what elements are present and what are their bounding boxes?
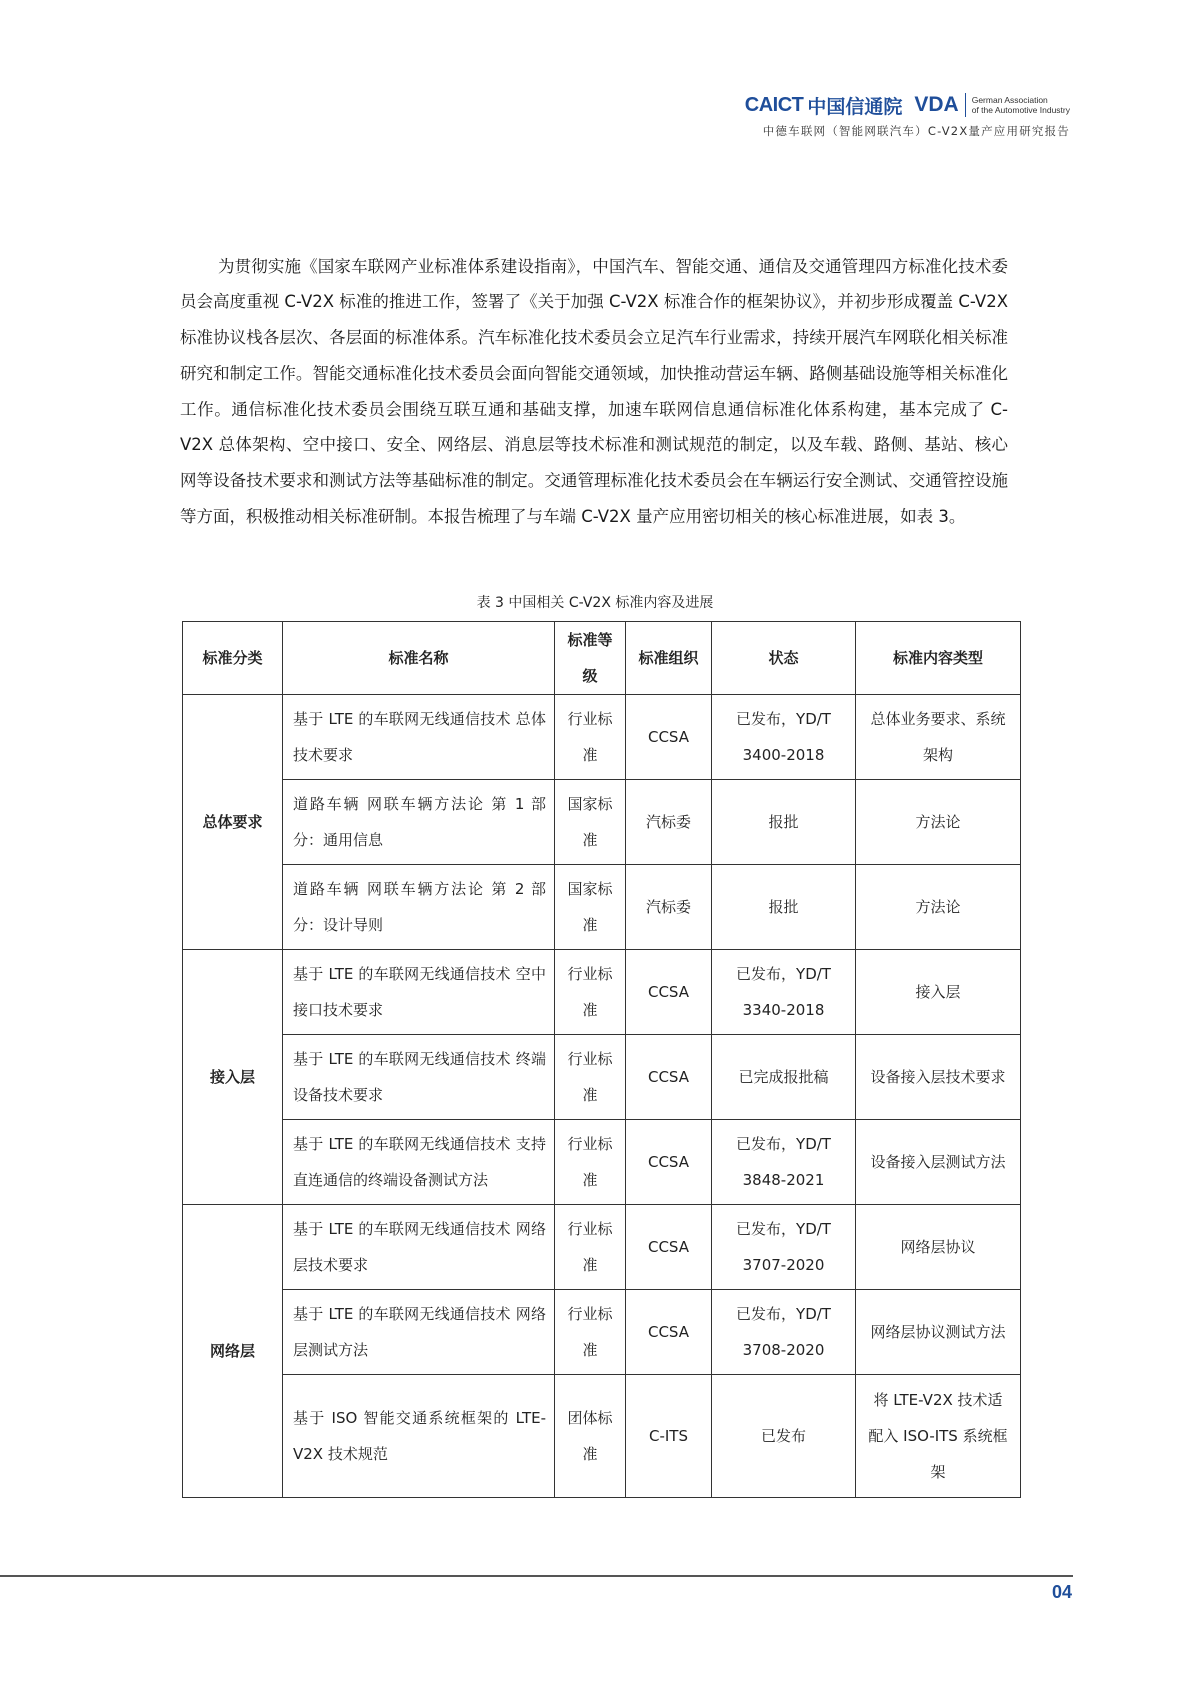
table-header-row	[183, 622, 1021, 695]
level-cell: 行业标准	[555, 1035, 626, 1120]
table-caption: 表 3 中国相关 C-V2X 标准内容及进展	[476, 595, 714, 611]
content-type-cell: 设备接入层测试方法	[856, 1120, 1021, 1205]
vda-line-2: of the Automotive Industry	[971, 105, 1070, 115]
status-cell: 报批	[712, 865, 856, 950]
name-cell: 道路车辆 网联车辆方法论 第 1 部分：通用信息	[283, 780, 555, 865]
name-cell: 基于 LTE 的车联网无线通信技术 支持直连通信的终端设备测试方法	[283, 1120, 555, 1205]
org-cell: CCSA	[626, 950, 712, 1035]
table-row	[183, 1120, 1021, 1205]
table-row	[183, 695, 1021, 780]
name-cell: 基于 LTE 的车联网无线通信技术 空中接口技术要求	[283, 950, 555, 1035]
status-cell: 报批	[712, 780, 856, 865]
page-header	[650, 92, 1070, 142]
vda-description	[972, 95, 1070, 115]
status-cell: 已发布，YD/T 3340-2018	[712, 950, 856, 1035]
status-cell: 已完成报批稿	[712, 1035, 856, 1120]
header-status: 状态	[712, 622, 856, 695]
category-cell: 总体要求	[183, 695, 283, 950]
level-cell: 团体标准	[555, 1375, 626, 1498]
table-row	[183, 1290, 1021, 1375]
content-type-cell: 接入层	[856, 950, 1021, 1035]
content-type-cell: 设备接入层技术要求	[856, 1035, 1021, 1120]
category-cell: 接入层	[183, 950, 283, 1205]
content-type-cell: 方法论	[856, 780, 1021, 865]
status-cell: 已发布	[712, 1375, 856, 1498]
name-cell: 基于 LTE 的车联网无线通信技术 总体技术要求	[283, 695, 555, 780]
page-number: 04	[1051, 1582, 1072, 1602]
name-cell: 基于 ISO 智能交通系统框架的 LTE-V2X 技术规范	[283, 1375, 555, 1498]
org-cell: 汽标委	[626, 780, 712, 865]
org-cell: C-ITS	[626, 1375, 712, 1498]
caict-logo-cn: 中国信通院	[807, 95, 903, 118]
level-cell: 国家标准	[555, 865, 626, 950]
org-cell: CCSA	[626, 1120, 712, 1205]
name-cell: 基于 LTE 的车联网无线通信技术 网络层测试方法	[283, 1290, 555, 1375]
table-row	[183, 1035, 1021, 1120]
status-cell: 已发布，YD/T 3848-2021	[712, 1120, 856, 1205]
level-cell: 行业标准	[555, 1205, 626, 1290]
name-cell: 基于 LTE 的车联网无线通信技术 网络层技术要求	[283, 1205, 555, 1290]
content-type-cell: 将 LTE-V2X 技术适配入 ISO-ITS 系统框架	[856, 1375, 1021, 1498]
name-cell: 基于 LTE 的车联网无线通信技术 终端设备技术要求	[283, 1035, 555, 1120]
content-type-cell: 方法论	[856, 865, 1021, 950]
content-type-cell: 网络层协议	[856, 1205, 1021, 1290]
category-cell: 网络层	[183, 1205, 283, 1498]
org-cell: CCSA	[626, 1035, 712, 1120]
name-cell: 道路车辆 网联车辆方法论 第 2 部分：设计导则	[283, 865, 555, 950]
org-cell: CCSA	[626, 1205, 712, 1290]
header-level: 标准等级	[555, 622, 626, 695]
logo-divider	[965, 93, 966, 117]
caict-logo: CAICT	[744, 93, 804, 116]
org-cell: CCSA	[626, 695, 712, 780]
header-category: 标准分类	[183, 622, 283, 695]
vda-line-1: German Association	[971, 95, 1048, 105]
org-cell: CCSA	[626, 1290, 712, 1375]
table-row	[183, 1375, 1021, 1498]
content-type-cell: 总体业务要求、系统架构	[856, 695, 1021, 780]
table-row	[183, 780, 1021, 865]
vda-logo: VDA	[914, 93, 959, 116]
body-paragraph: 为贯彻实施《国家车联网产业标准体系建设指南》，中国汽车、智能交通、通信及交通管理四方标准化技术委员会高度重视 C-V2X 标准的推进工作，签署了《关于加强 C-V2X 标准合作的框架协议》，并初步形成覆盖 C-V2X 标准协议栈各层次、各层面的标准体系。汽车标准化技术委员会立足汽车行业需求，持续开展汽车网联化相关标准研究和制定工作。智能交通标准化技术委员会面向智能交通领域，加快推动营运车辆、路侧基础设施等相关标准化工作。通信标准化技术委员会围绕互联互通和基础支撑，加速车联网信息通信标准化体系构建，基本完成了 C-V2X 总体架构、空中接口、安全、网络层、消息层等技术标准和测试规范的制定，以及车载、路侧、基站、核心网等设备技术要求和测试方法等基础标准的制定。交通管理标准化技术委员会在车辆运行安全测试、交通管控设施等方面，积极推动相关标准研制。本报告梳理了与车端 C-V2X 量产应用密切相关的核心标准进展，如表 3。	[180, 256, 1008, 527]
footer-divider	[0, 1575, 1073, 1577]
status-cell: 已发布，YD/T 3400-2018	[712, 695, 856, 780]
level-cell: 行业标准	[555, 1290, 626, 1375]
level-cell: 行业标准	[555, 1120, 626, 1205]
status-cell: 已发布，YD/T 3708-2020	[712, 1290, 856, 1375]
table-row	[183, 1205, 1021, 1290]
header-content-type: 标准内容类型	[856, 622, 1021, 695]
header-org: 标准组织	[626, 622, 712, 695]
org-cell: 汽标委	[626, 865, 712, 950]
table-row	[183, 865, 1021, 950]
standards-table	[182, 621, 1021, 1498]
table-row	[183, 950, 1021, 1035]
logo-row	[745, 92, 1070, 118]
report-subtitle: 中德车联网（智能网联汽车）C-V2X量产应用研究报告	[762, 124, 1070, 138]
level-cell: 行业标准	[555, 695, 626, 780]
status-cell: 已发布，YD/T 3707-2020	[712, 1205, 856, 1290]
level-cell: 国家标准	[555, 780, 626, 865]
level-cell: 行业标准	[555, 950, 626, 1035]
header-name: 标准名称	[283, 622, 555, 695]
content-type-cell: 网络层协议测试方法	[856, 1290, 1021, 1375]
